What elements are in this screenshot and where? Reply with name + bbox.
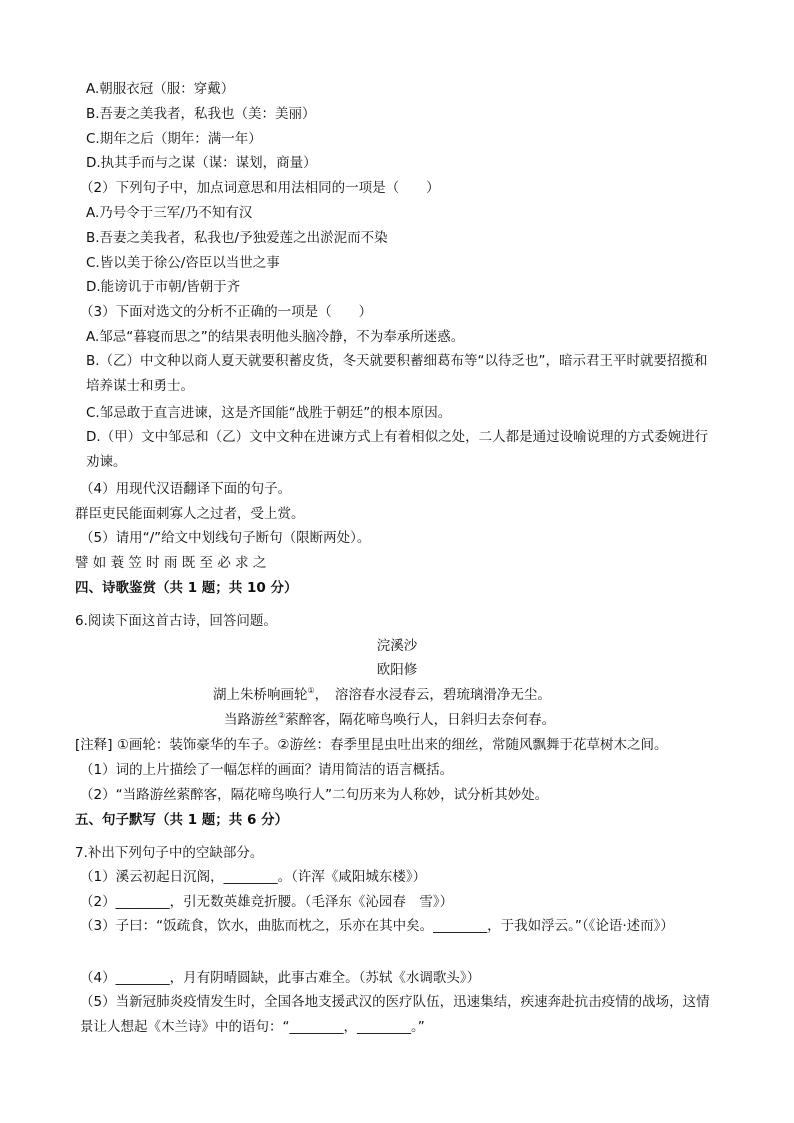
q5-option-2a: A.乃号令于三军/乃不知有汉 [86,205,253,221]
poem-line-2-a: 当路游丝 [224,712,278,728]
q7-item-4: （4）________，月有阴晴圆缺，此事古难全。（苏轼《水调歌头》） [80,970,481,986]
q5-option-2d: D.能谤讥于市朝/皆朝于齐 [86,279,241,295]
q6-subquestion-1: （1）词的上片描绘了一幅怎样的画面？请用简洁的语言概括。 [80,762,454,778]
q5-subquestion-2: （2）下列句子中，加点词意思和用法相同的一项是（ ） [80,180,440,196]
q7-item-2: （2）________，引无数英雄竞折腰。（毛泽东《沁园春 雪》） [80,894,454,910]
section-4-heading: 四、诗歌鉴赏（共 1 题；共 10 分） [75,580,298,596]
poem-notes: [注释] ①画轮：装饰豪华的车子。②游丝：春季里昆虫吐出来的细丝，常随风飘舞于花草树木之间。 [75,737,668,753]
q7-item-5: （5）当新冠肺炎疫情发生时，全国各地支援武汉的医疗队伍，迅速集结，疾速奔赴抗击疫情的战场，这情景让人想起《木兰诗》中的语句：“________，________。” [80,994,710,1035]
q7-prompt: 7.补出下列句子中的空缺部分。 [75,845,264,861]
section-5-heading: 五、句子默写（共 1 题；共 6 分） [75,812,289,828]
poem-line-2 [224,710,555,730]
q5-option-1d: D.执其手而与之谋（谋：谋划，商量） [86,155,317,171]
poem-line-1-a: 湖上朱桥响画轮 [213,687,308,703]
poem-line-1 [213,685,551,705]
q5-option-3a: A.邹忌“暮寝而思之”的结果表明他头脑冷静，不为奉承所迷惑。 [86,329,465,345]
poem-title: 浣溪沙 [376,638,418,654]
poem-author: 欧阳修 [376,662,418,678]
q7-item-1: （1）溪云初起日沉阁，________。（许浑《咸阳城东楼》） [80,869,427,885]
q5-option-3d: D.（甲）文中邹忌和（乙）文中文种在进谏方式上有着相似之处，二人都是通过设喻说理的方式委婉进行劝谏。 [86,429,709,470]
q5-subquestion-4: （4）用现代汉语翻译下面的句子。 [80,481,292,497]
q5-option-1c: C.期年之后（期年：满一年） [86,131,262,147]
poem-footnote-1-marker: ① [307,686,315,695]
poem-line-1-b: ， 溶溶春水浸春云，碧琉璃滑净无尘。 [314,687,551,703]
q6-subquestion-2: （2）“当路游丝萦醉客，隔花啼鸟唤行人”二句历来为人称妙，试分析其妙处。 [80,787,549,803]
q5-translation-sentence: 群臣吏民能面刺寡人之过者，受上赏。 [75,506,305,522]
poem-line-2-b: 萦醉客，隔花啼鸟唤行人，日斜归去奈何春。 [285,712,556,728]
q5-option-2c: C.皆以美于徐公/咨臣以当世之事 [86,255,280,271]
q5-option-1b: B.吾妻之美我者，私我也（美：美丽） [86,106,316,122]
q5-subquestion-3: （3）下面对选文的分析不正确的一项是（ ） [80,304,373,320]
q5-option-1a: A.朝服衣冠（服：穿戴） [86,81,235,97]
q5-option-3c: C.邹忌敢于直言进谏，这是齐国能“战胜于朝廷”的根本原因。 [86,405,452,421]
q5-punctuation-sentence: 譬 如 蓑 笠 时 雨 既 至 必 求 之 [75,555,267,571]
q5-option-2b: B.吾妻之美我者，私我也/予独爱莲之出淤泥而不染 [86,230,388,246]
poem-footnote-2-marker: ② [278,711,286,720]
q6-prompt: 6.阅读下面这首古诗，回答问题。 [75,613,277,629]
q7-item-3: （3）子曰：“饭疏食，饮水，曲肱而枕之，乐亦在其中矣。________，于我如浮云。”（《论语·述而》） [80,918,674,934]
q5-option-3b: B.（乙）中文种以商人夏天就要积蓄皮货，冬天就要积蓄细葛布等“以待乏也”，暗示君王平时就要招揽和培养谋士和勇士。 [86,353,708,394]
q5-subquestion-5: （5）请用“/”给文中划线句子断句（限断两处）。 [80,530,371,546]
